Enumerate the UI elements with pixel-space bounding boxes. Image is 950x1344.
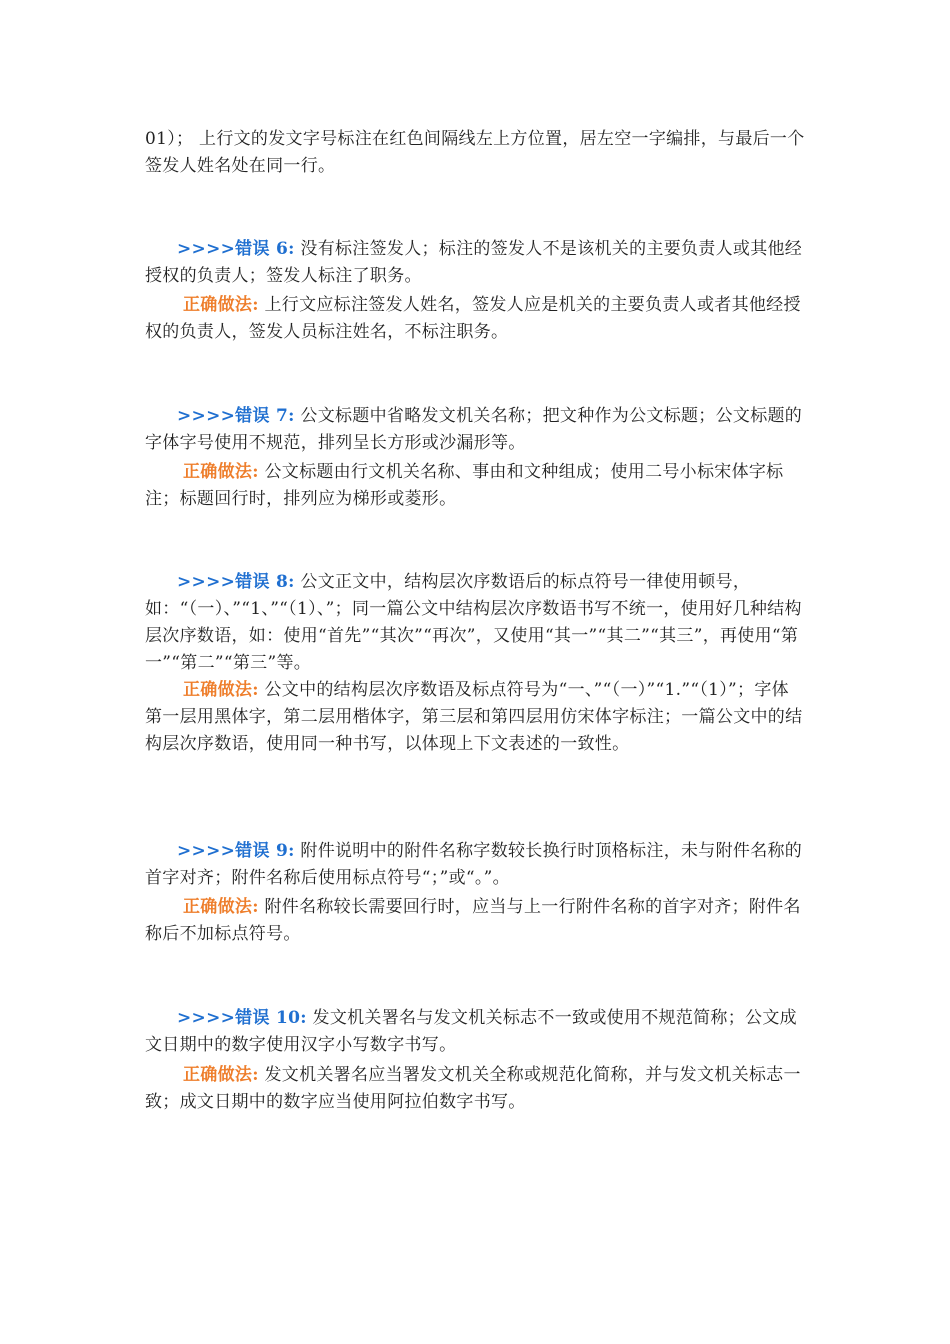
error-7-paragraph	[145, 403, 805, 457]
error-7-label: >>>>错误 7:	[177, 406, 295, 426]
fix-8-text: 公文中的结构层次序数语及标点符号为“一、”“（一）”“1.”“（1）”；字体第一层用黑体字，第二层用楷体字，第三层和第四层用仿宋体字标注；一篇公文中的结构层次序数语，使用同一种书写，以体现上下文表述的一致性。	[145, 680, 803, 754]
fix-7-paragraph	[145, 459, 805, 513]
fix-8-paragraph	[145, 677, 805, 758]
error-6-paragraph	[145, 236, 805, 290]
error-8-label: >>>>错误 8:	[177, 572, 295, 592]
error-8-text: 公文正文中，结构层次序数语后的标点符号一律使用顿号，如：“（一）、”“1、”“（1）、”；同一篇公文中结构层次序数语书写不统一，使用好几种结构层次序数语，如：使用“首先”“其次”“再次”，又使用“其一”“其二”“其三”，再使用“第一”“第二”“第三”等。	[145, 572, 802, 673]
fix-9-paragraph	[145, 894, 805, 948]
error-8-paragraph	[145, 569, 805, 677]
error-9-label: >>>>错误 9:	[177, 841, 295, 861]
intro-text: 01）； 上行文的发文字号标注在红色间隔线左上方位置，居左空一字编排，与最后一个签发人姓名处在同一行。	[145, 129, 805, 176]
error-9-paragraph	[145, 838, 805, 892]
fix-8-label: 正确做法:	[183, 680, 259, 700]
fix-9-label: 正确做法:	[183, 897, 259, 917]
error-7-text: 公文标题中省略发文机关名称；把文种作为公文标题；公文标题的字体字号使用不规范，排列呈长方形或沙漏形等。	[145, 406, 803, 453]
fix-10-paragraph	[145, 1062, 805, 1116]
error-10-paragraph	[145, 1005, 805, 1059]
fix-9-text: 附件名称较长需要回行时，应当与上一行附件名称的首字对齐；附件名称后不加标点符号。	[145, 897, 801, 944]
error-9-text: 附件说明中的附件名称字数较长换行时顶格标注，未与附件名称的首字对齐；附件名称后使用标点符号“；”或“。”。	[145, 841, 803, 888]
intro-paragraph	[145, 126, 805, 180]
fix-10-text: 发文机关署名应当署发文机关全称或规范化简称，并与发文机关标志一致；成文日期中的数字应当使用阿拉伯数字书写。	[145, 1065, 801, 1112]
fix-6-label: 正确做法:	[183, 295, 259, 315]
error-10-label: >>>>错误 10:	[177, 1008, 307, 1028]
error-6-text: 没有标注签发人；标注的签发人不是该机关的主要负责人或其他经授权的负责人；签发人标注了职务。	[145, 239, 803, 286]
fix-10-label: 正确做法:	[183, 1065, 259, 1085]
error-10-text: 发文机关署名与发文机关标志不一致或使用不规范简称；公文成文日期中的数字使用汉字小写数字书写。	[145, 1008, 797, 1055]
fix-7-label: 正确做法:	[183, 462, 259, 482]
fix-7-text: 公文标题由行文机关名称、事由和文种组成；使用二号小标宋体字标注；标题回行时，排列应为梯形或菱形。	[145, 462, 784, 509]
fix-6-text: 上行文应标注签发人姓名，签发人应是机关的主要负责人或者其他经授权的负责人，签发人员标注姓名，不标注职务。	[145, 295, 801, 342]
fix-6-paragraph	[145, 292, 805, 346]
error-6-label: >>>>错误 6:	[177, 239, 295, 259]
